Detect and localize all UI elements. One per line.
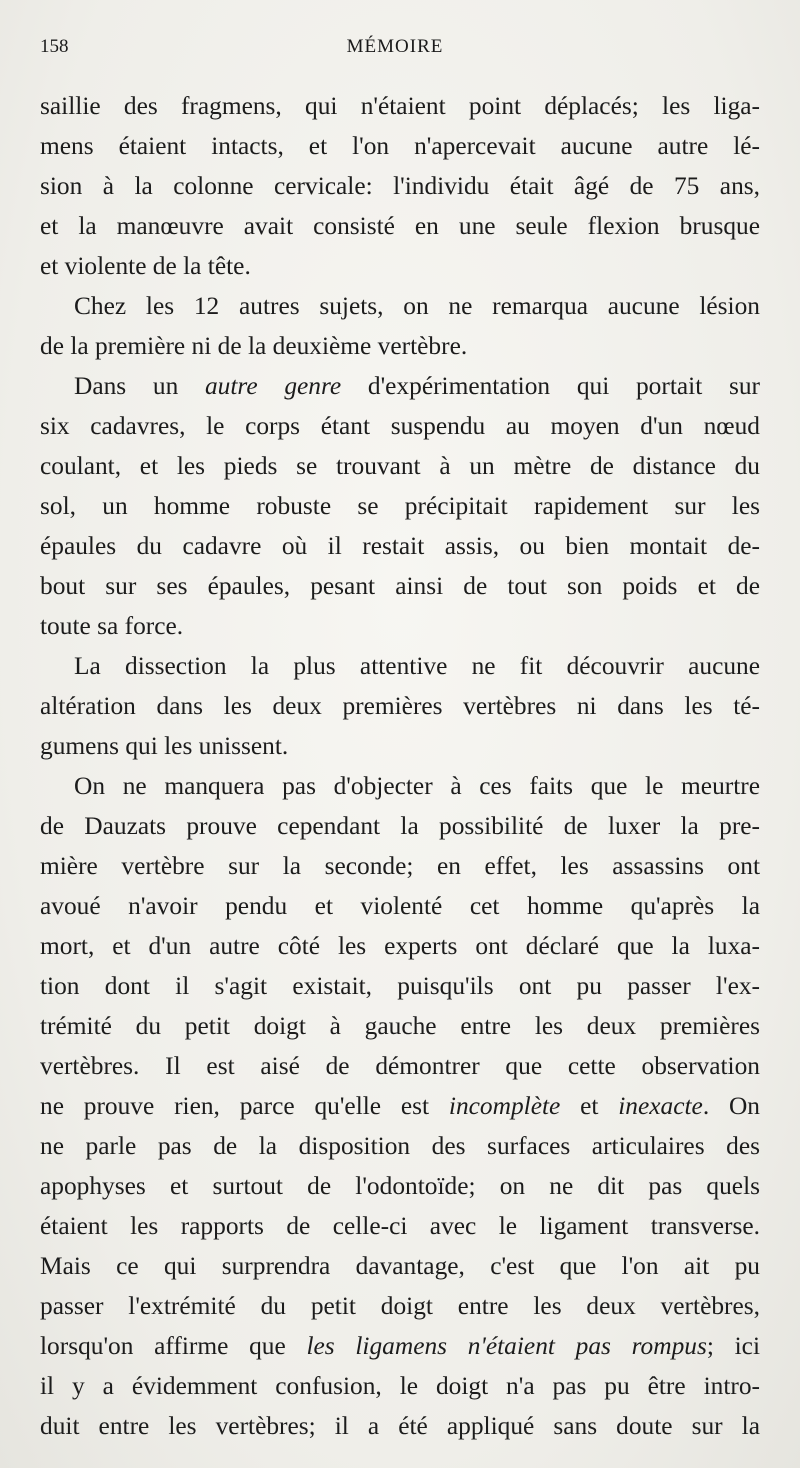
text-fragment: et [560,1092,619,1120]
running-head: MÉMOIRE [346,36,444,57]
text-line: La dissection la plus attentive ne fit découvrir aucune [74,652,760,680]
text-line: tion dont il s'agit existait, puisqu'ils ont pu passer l'ex- [40,972,760,1000]
text-line [40,1086,760,1126]
text-line: toute sa force. [40,612,184,640]
italic-phrase: autre genre [204,372,342,400]
italic-phrase: inexacte [618,1092,703,1120]
text-line: sol, un homme robuste se précipitait rapidement sur les [40,492,760,520]
text-line: il y a évidemment confusion, le doigt n'a pas pu être intro- [40,1372,760,1400]
text-fragment: ; ici [706,1332,761,1360]
text-line: six cadavres, le corps étant suspendu au moyen d'un nœud [40,412,760,440]
body-text [40,86,760,1446]
text-fragment: d'expérimentation qui portait sur [341,372,760,400]
text-line: avoué n'avoir pendu et violenté cet homme qu'après la [40,892,760,920]
text-line: étaient les rapports de celle-ci avec le ligament transverse. [40,1212,760,1240]
text-line: passer l'extrémité du petit doigt entre les deux vertèbres, [40,1292,760,1320]
text-fragment: Dans un [74,372,205,400]
text-line: ne parle pas de la disposition des surfaces articulaires des [40,1132,760,1160]
text-line [40,1326,760,1366]
text-fragment: ne prouve rien, parce qu'elle est [40,1092,449,1120]
text-fragment: lorsqu'on affirme que [40,1332,307,1360]
text-line: épaules du cadavre où il restait assis, ou bien montait de- [40,532,760,560]
text-line: Chez les 12 autres sujets, on ne remarqua aucune lésion [74,292,760,320]
page-header [0,36,800,66]
text-line: de la première ni de la deuxième vertèbre. [40,332,468,360]
text-line: saillie des fragmens, qui n'étaient point déplacés; les liga- [40,92,760,120]
text-line: mort, et d'un autre côté les experts ont déclaré que la luxa- [40,932,760,960]
text-line: coulant, et les pieds se trouvant à un mètre de distance du [40,452,760,480]
text-line: duit entre les vertèbres; il a été appliqué sans doute sur la [40,1412,760,1440]
text-line: Mais ce qui surprendra davantage, c'est que l'on ait pu [40,1252,760,1280]
text-line: sion à la colonne cervicale: l'individu était âgé de 75 ans, [40,172,760,200]
italic-phrase: les ligamens n'étaient pas rompus [306,1332,707,1360]
text-fragment: . On [702,1092,760,1120]
text-line [74,366,760,406]
text-line: et la manœuvre avait consisté en une seule flexion brusque [40,212,760,240]
text-line: gumens qui les unissent. [40,732,289,760]
text-line: trémité du petit doigt à gauche entre les deux premières [40,1012,760,1040]
text-line: vertèbres. Il est aisé de démontrer que cette observation [40,1052,760,1080]
text-line: mière vertèbre sur la seconde; en effet, les assassins ont [40,852,760,880]
text-line: mens étaient intacts, et l'on n'apercevait aucune autre lé- [40,132,760,160]
text-line: et violente de la tête. [40,252,251,280]
text-line: altération dans les deux premières vertèbres ni dans les té- [40,692,760,720]
text-line: bout sur ses épaules, pesant ainsi de tout son poids et de [40,572,760,600]
italic-phrase: incomplète [448,1092,561,1120]
page-number: 158 [40,36,69,57]
text-line: de Dauzats prouve cependant la possibilité de luxer la pre- [40,812,760,840]
text-line: apophyses et surtout de l'odontoïde; on ne dit pas quels [40,1172,760,1200]
text-line: On ne manquera pas d'objecter à ces faits que le meurtre [74,772,760,800]
